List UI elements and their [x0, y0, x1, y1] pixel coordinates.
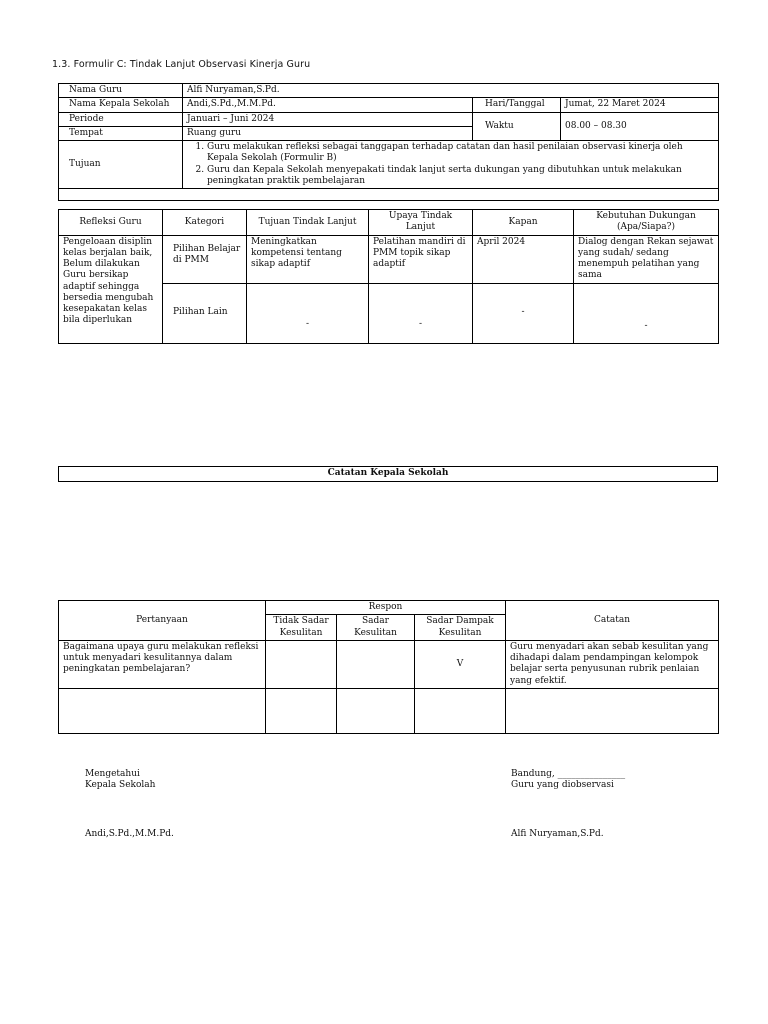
header-pertanyaan: Pertanyaan [59, 601, 266, 641]
header-upaya: Upaya Tindak Lanjut [369, 210, 473, 236]
value-kepsek: Andi,S.Pd.,M.M.Pd. [183, 98, 473, 112]
header-kapan: Kapan [473, 210, 574, 236]
value-periode: Januari – Juni 2024 [183, 112, 473, 126]
header-kategori: Kategori [163, 210, 247, 236]
cell-upaya: - [369, 283, 473, 343]
cell-sadar-dampak: V [415, 640, 506, 688]
cell-kategori: Pilihan Belajar di PMM [163, 235, 247, 283]
info-table [58, 83, 719, 201]
respon-table [58, 600, 719, 734]
header-sadar-dampak: Sadar Dampak Kesulitan [415, 615, 506, 641]
signature-left-name: Andi,S.Pd.,M.M.Pd. [85, 829, 174, 839]
signature-left-block [85, 769, 155, 792]
header-sadar: Sadar Kesulitan [337, 615, 415, 641]
cell-tujuan: Meningkatkan kompetensi tentang sikap adaptif [247, 235, 369, 283]
cell-tujuan: - [247, 283, 369, 343]
empty-cell [415, 688, 506, 733]
catatan-kepsek-title: Catatan Kepala Sekolah [59, 467, 718, 482]
cell-catatan: Guru menyadari akan sebab kesulitan yang dihadapi dalam pendampingan kelompok belajar serta penyusunan rubrik penlaian yang efektif. [506, 640, 719, 688]
header-respon: Respon [266, 601, 506, 615]
cell-kebutuhan: - [574, 283, 719, 343]
empty-cell [59, 688, 266, 733]
tujuan-list [187, 142, 714, 187]
value-tempat: Ruang guru [183, 126, 473, 140]
tujuan-item: 2. Guru dan Kepala Sekolah menyepakati tindak lanjut serta dukungan yang dibutuhkan untuk melakukan peningkatan praktik pembelajaran [207, 165, 714, 188]
empty-cell [337, 688, 415, 733]
empty-cell [266, 688, 337, 733]
header-kebutuhan: Kebutuhan Dukungan (Apa/Siapa?) [574, 210, 719, 236]
label-hari: Hari/Tanggal [473, 98, 561, 112]
label-periode: Periode [59, 112, 183, 126]
value-waktu: 08.00 – 08.30 [561, 112, 719, 141]
cell-kategori: Pilihan Lain [163, 283, 247, 343]
cell-pertanyaan: Bagaimana upaya guru melakukan refleksi untuk menyadari kesulitannya dalam peningkatan pembelajaran? [59, 640, 266, 688]
label-tujuan: Tujuan [59, 141, 183, 189]
cell-tidak-sadar [266, 640, 337, 688]
form-title: 1.3. Formulir C: Tindak Lanjut Observasi Kinerja Guru [52, 59, 311, 70]
followup-table [58, 209, 719, 344]
header-tidak-sadar: Tidak Sadar Kesulitan [266, 615, 337, 641]
value-nama-guru: Alfi Nuryaman,S.Pd. [183, 84, 719, 98]
label-nama-guru: Nama Guru [59, 84, 183, 98]
header-tujuan: Tujuan Tindak Lanjut [247, 210, 369, 236]
cell-kapan: April 2024 [473, 235, 574, 283]
tujuan-item: 1. Guru melakukan refleksi sebagai tanggapan terhadap catatan dan hasil penilaian observasi kinerja oleh Kepala Sekolah (Formulir B) [207, 142, 714, 165]
value-tujuan [183, 141, 719, 189]
signature-right-block [511, 769, 625, 792]
cell-sadar [337, 640, 415, 688]
signature-right-line2: Guru yang diobservasi [511, 780, 614, 791]
cell-refleksi: Pengeloaan disiplin kelas berjalan baik, Belum dilakukan Guru bersikap adaptif sehingga bersedia mengubah kesepakatan kelas bila diperlukan [59, 235, 163, 343]
signature-left-line2: Kepala Sekolah [85, 780, 156, 791]
cell-upaya: Pelatihan mandiri di PMM topik sikap adaptif [369, 235, 473, 283]
label-kepsek: Nama Kepala Sekolah [59, 98, 183, 112]
signature-right-line1: Bandung, _______________ [511, 769, 626, 779]
empty-cell [506, 688, 719, 733]
empty-row [59, 189, 719, 201]
signature-left-line1: Mengetahui [85, 769, 140, 779]
cell-kebutuhan: Dialog dengan Rekan sejawat yang sudah/ sedang menempuh pelatihan yang sama [574, 235, 719, 283]
label-waktu: Waktu [473, 112, 561, 141]
label-tempat: Tempat [59, 126, 183, 140]
signature-right-name: Alfi Nuryaman,S.Pd. [511, 829, 604, 839]
catatan-kepsek-box [58, 466, 718, 482]
value-hari: Jumat, 22 Maret 2024 [561, 98, 719, 112]
cell-kapan: - [473, 283, 574, 343]
header-refleksi: Refleksi Guru [59, 210, 163, 236]
header-catatan: Catatan [506, 601, 719, 641]
